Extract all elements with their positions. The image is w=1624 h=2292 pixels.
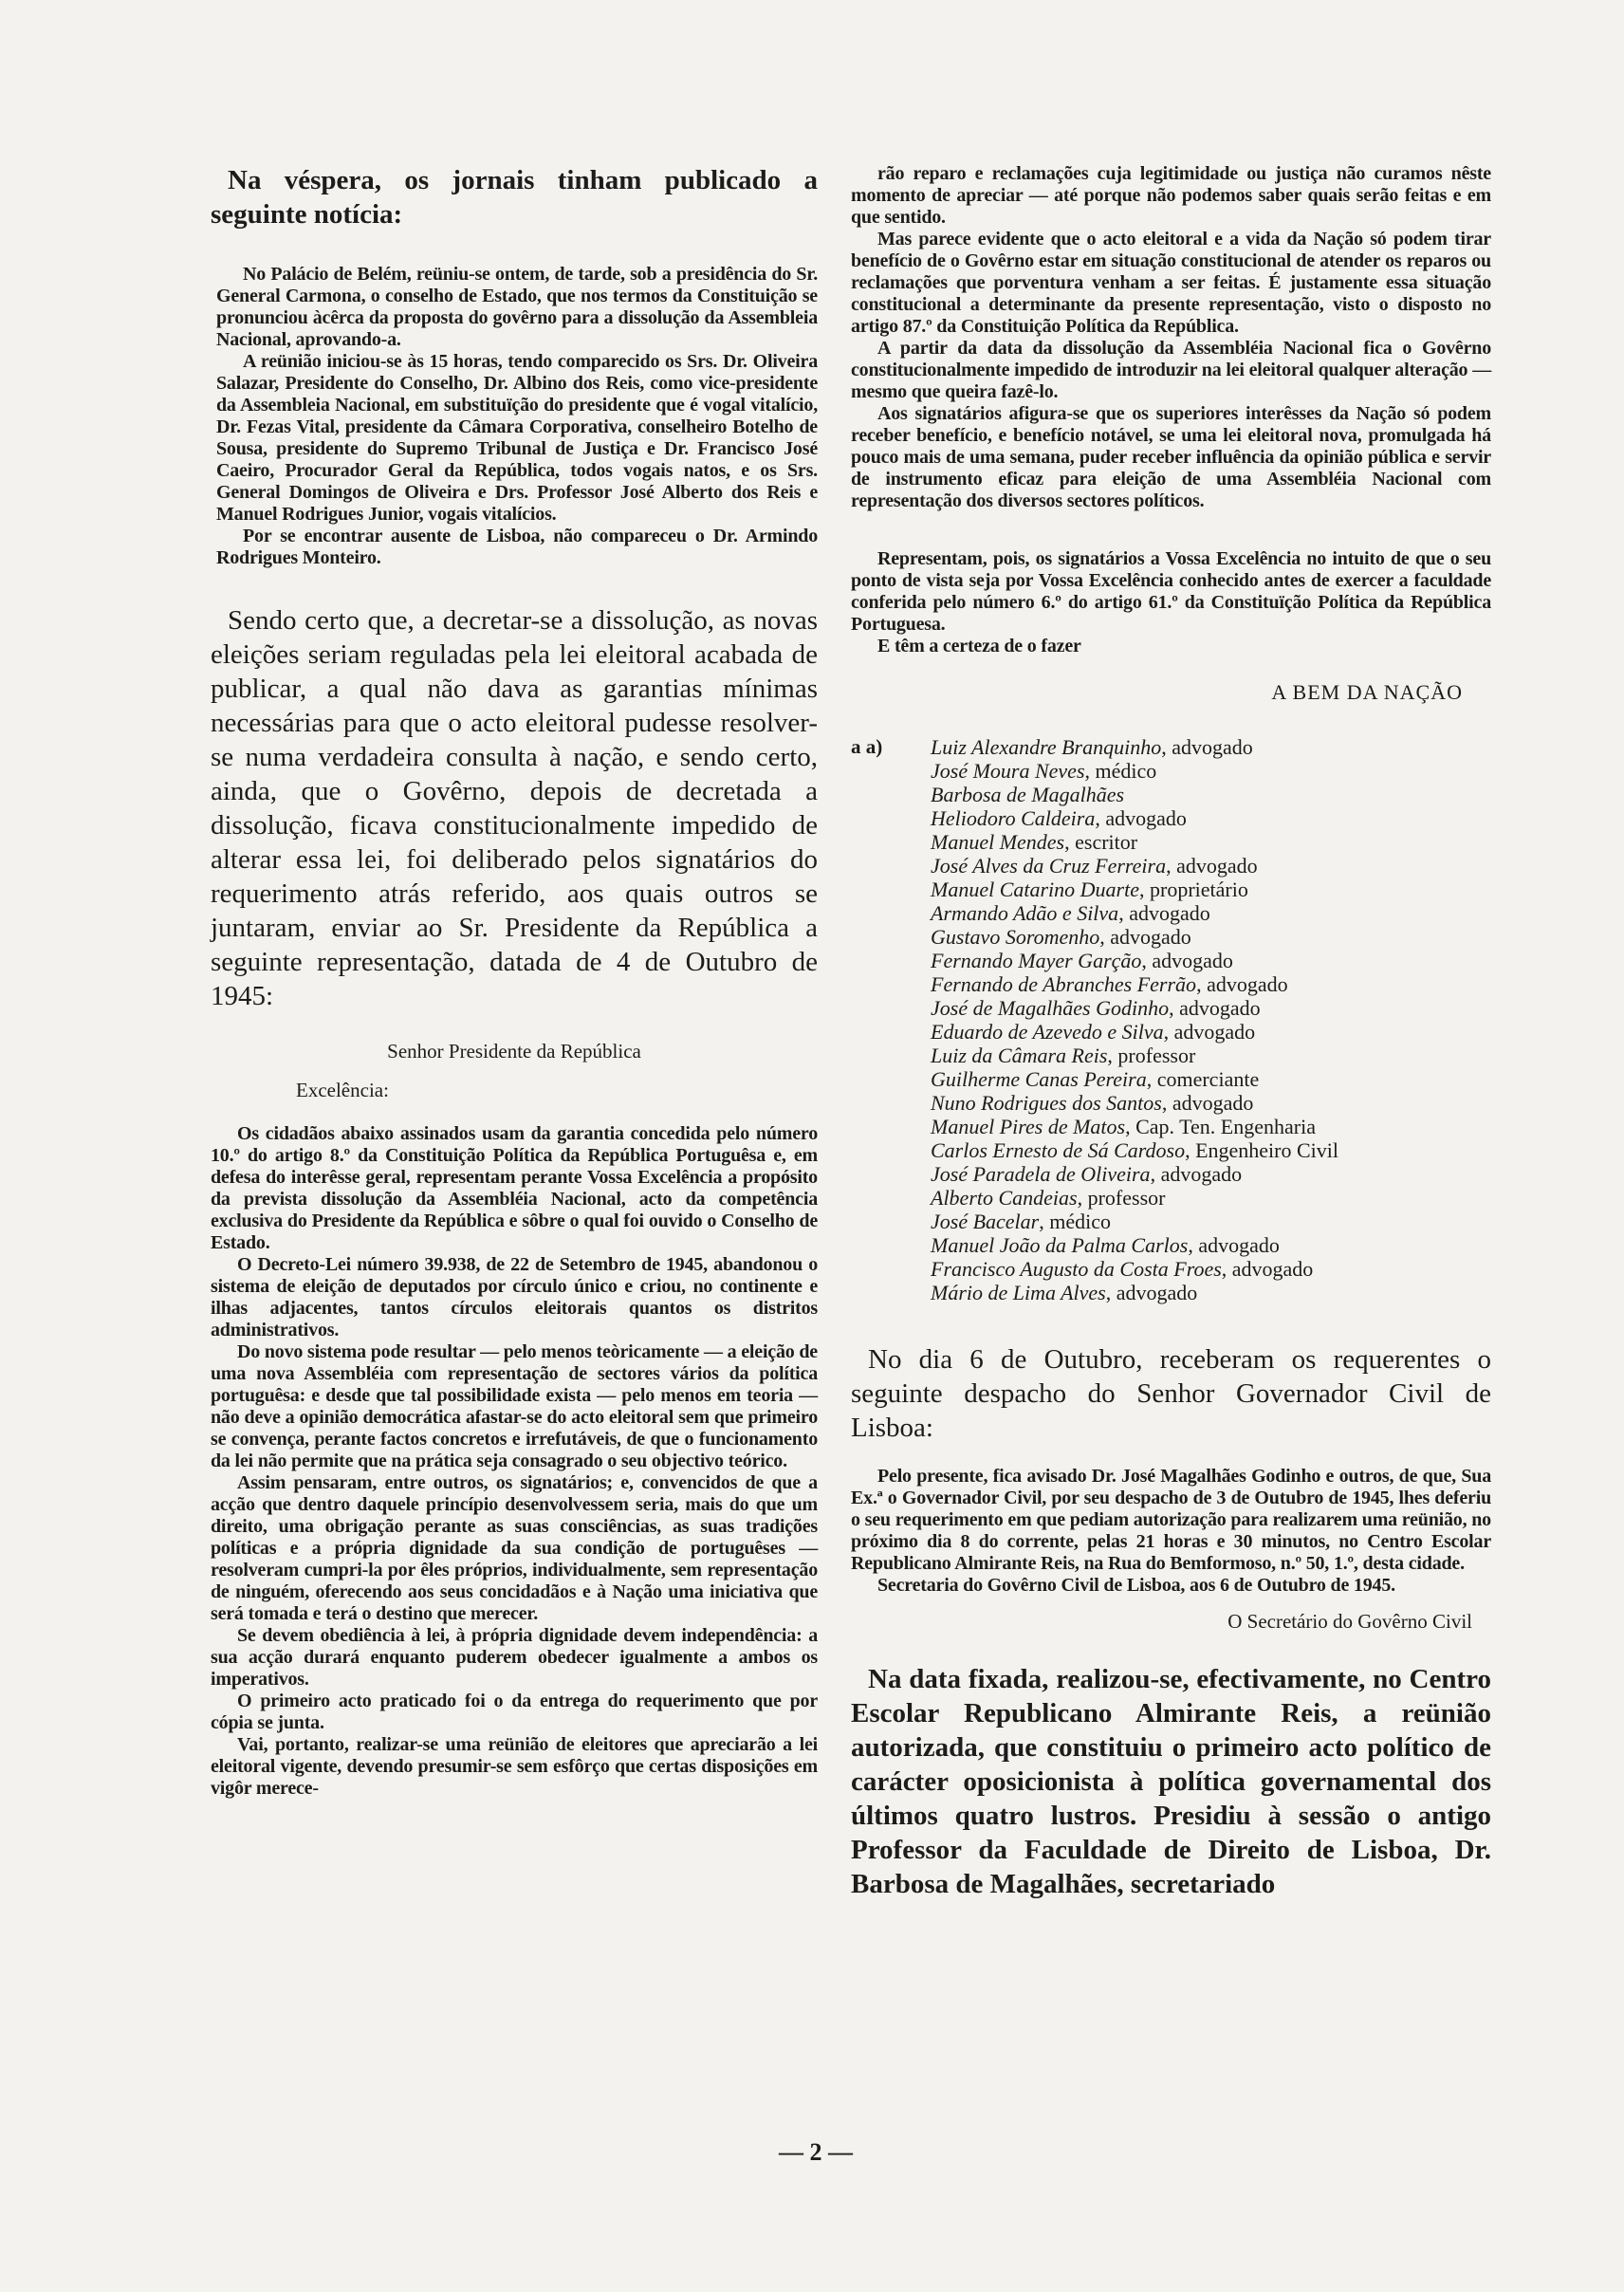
representation-closing [851, 548, 1491, 657]
representation-heading: Senhor Presidente da República [387, 1040, 641, 1063]
signatory-role: , advogado [1161, 735, 1253, 759]
signatory-name: Guilherme Canas Pereira [931, 1067, 1147, 1091]
signatory-row [931, 806, 1491, 830]
dispatch-paragraph: Pelo presente, fica avisado Dr. José Magalhães Godinho e outros, de que, Sua Ex.ª o Governador Civil, por seu despacho de 3 de Outubro de 1945, lhes deferiu o seu requerimento em que pediam autorização para realizarem uma reünião, no próximo dia 8 do corrente, pelas 21 horas e 30 minutos, no Centro Escolar Republicano Almirante Reis, na Rua do Bemformoso, n.º 50, 1.º, desta cidade. [851, 1466, 1491, 1574]
signatory-name: Luiz da Câmara Reis [931, 1044, 1108, 1067]
body-paragraph: Na data fixada, realizou-se, efectivamente, no Centro Escolar Republicano Almirante Reis, a reünião autorizada, que constituiu o primeiro acto político de carácter oposicionista à política governamental dos últimos quatro lustros. Presidiu à sessão o antigo Professor da Faculdade de Direito de Lisboa, Dr. Barbosa de Magalhães, secretariado [851, 1664, 1491, 1899]
signatory-name: Barbosa de Magalhães [931, 783, 1125, 806]
signatory-name: Alberto Candeias [931, 1186, 1078, 1210]
representation-text [211, 1123, 818, 1800]
secretary-signature-line: O Secretário do Govêrno Civil [1227, 1610, 1472, 1633]
signatory-row [931, 1281, 1491, 1304]
signatory-role: , advogado [1169, 996, 1261, 1020]
signatory-row [931, 1257, 1491, 1281]
signatory-row [931, 1115, 1491, 1138]
closing-line: E têm a certeza de o fazer [877, 636, 1081, 656]
signatory-role: , advogado [1188, 1233, 1280, 1257]
signatory-role: , advogado [1163, 1020, 1256, 1044]
signatory-name: Manuel Catarino Duarte [931, 878, 1139, 901]
signatory-row [931, 1186, 1491, 1210]
signatory-role: , advogado [1105, 1281, 1198, 1304]
signatory-row [931, 925, 1491, 949]
signatory-row [931, 759, 1491, 783]
representation-continued [851, 163, 1491, 512]
newspaper-notice [211, 264, 818, 569]
signatory-name: Fernando Mayer Garção [931, 949, 1142, 972]
signatory-name: Francisco Augusto da Costa Froes [931, 1257, 1222, 1281]
signatory-row [931, 878, 1491, 901]
signatory-row [931, 901, 1491, 925]
signatory-row [931, 1067, 1491, 1091]
signatory-row [931, 1162, 1491, 1186]
closing-motto: A BEM DA NAÇÃO [1271, 680, 1463, 704]
signatory-row [931, 972, 1491, 996]
signatory-name: Armando Adão e Silva [931, 901, 1119, 925]
signatory-name: José Paradela de Oliveira [931, 1162, 1151, 1186]
signatory-role: , advogado [1118, 901, 1210, 925]
signatory-role: , advogado [1166, 854, 1258, 878]
signatory-row [931, 1091, 1491, 1115]
representation-paragraph: Do novo sistema pode resultar — pelo menos teòricamente — a eleição de uma nova Assembléia com representação de sectores vários da política portuguêsa: e desde que tal possibilidade exista — pelo menos em teoria — não deve a opinião democrática afastar-se do acto eleitoral sem que primeiro se convença, perante factos concretos e irrefutáveis, de que o funcionamento da lei não permite que na prática seja consagrado o seu objectivo teórico. [211, 1341, 818, 1471]
signatory-name: Manuel João da Palma Carlos [931, 1233, 1189, 1257]
representation-paragraph: rão reparo e reclamações cuja legitimidade ou justiça não curamos nêste momento de apreciar — até porque não podemos saber quais serão feitas e em que sentido. [851, 163, 1491, 228]
signatory-row [931, 949, 1491, 972]
signatory-name: Mário de Lima Alves [931, 1281, 1106, 1304]
signatory-role: , advogado [1099, 925, 1191, 949]
representation-paragraph: Aos signatários afigura-se que os superiores interêsses da Nação só podem receber benefício, e benefício notável, se uma lei eleitoral nova, promulgada há pouco mais de uma semana, puder receber influência da opinião pública e servir de instrumento eficaz para eleição de uma Assembléia Nacional com representação dos diversos sectores políticos. [851, 403, 1491, 511]
signatory-name: Manuel Pires de Matos [931, 1115, 1126, 1138]
right-column [851, 163, 1491, 1911]
representation-paragraph: Assim pensaram, entre outros, os signatários; e, convencidos de que a acção que dentro daquele princípio desenvolvessem seria, mais do que um direito, uma obrigação perante as suas consciências, as suas tradições políticas e a própria dignidade da sua condição de portuguêses — resolveram cumpri-la por êles próprios, individualmente, sem representação de ninguém, oferecendo aos seus concidadãos e à Nação uma iniciativa que será tomada e terá o destino que merecer. [211, 1472, 818, 1624]
signatory-role: , médico [1084, 759, 1157, 783]
signatory-role: , advogado [1196, 972, 1288, 996]
signatory-row [931, 783, 1491, 806]
dispatch-paragraph: Secretaria do Govêrno Civil de Lisboa, aos 6 de Outubro de 1945. [877, 1575, 1395, 1596]
left-column [211, 163, 818, 1800]
representation-paragraph: O Decreto-Lei número 39.938, de 22 de Setembro de 1945, abandonou o sistema de eleição de deputados por círculo único e criou, no continente e ilhas adjacentes, tantos círculos eleitorais quantos os distritos administrativos. [211, 1254, 818, 1340]
representation-paragraph: Vai, portanto, realizar-se uma reünião de eleitores que apreciarão a lei eleitoral vigente, devendo presumir-se sem esfôrço que certas disposições em vigôr merece- [211, 1734, 818, 1799]
signatory-role: , advogado [1095, 806, 1187, 830]
signatory-role: , Cap. Ten. Engenharia [1125, 1115, 1316, 1138]
signatories-list [851, 735, 1491, 1304]
body-paragraph: Sendo certo que, a decretar-se a dissolução, as novas eleições seriam reguladas pela lei eleitoral acabada de publicar, a qual não dava as garantias mínimas necessárias para que o acto eleitoral pudesse resolver-se numa verdadeira consulta à nação, e sendo certo, ainda, que o Govêrno, depois de decretada a dissolução, ficava constitucionalmente impedido de alterar essa lei, foi deliberado pelos signatários do requerimento atrás referido, aos quais outros se juntaram, enviar ao Sr. Presidente da República a seguinte representação, datada de 4 de Outubro de 1945: [211, 605, 818, 1011]
signatory-row [931, 735, 1491, 759]
signatory-name: Luiz Alexandre Branquinho [931, 735, 1162, 759]
intro-paragraph: Na véspera, os jornais tinham publicado a seguinte notícia: [211, 165, 818, 230]
representation-salutation: Excelência: [296, 1079, 389, 1101]
signatory-role: , advogado [1150, 1162, 1243, 1186]
signatory-row [931, 1044, 1491, 1067]
signatory-role: , comerciante [1146, 1067, 1260, 1091]
signatory-role: , proprietário [1139, 878, 1248, 901]
signatory-row [931, 1138, 1491, 1162]
signatory-row [931, 1210, 1491, 1233]
signatory-row [931, 1020, 1491, 1044]
signatory-role: , advogado [1221, 1257, 1314, 1281]
representation-paragraph: Mas parece evidente que o acto eleitoral e a vida da Nação só podem tirar benefício de o Govêrno estar em situação constitucional de atender os reparos ou reclamações que porventura venham a ser feitas. É justamente essa situação constitucional a determinante da presente representação, visto o disposto no artigo 87.º da Constituição Política da República. [851, 229, 1491, 337]
signatory-name: Carlos Ernesto de Sá Cardoso [931, 1138, 1186, 1162]
signatory-name: Fernando de Abranches Ferrão [931, 972, 1197, 996]
signatory-name: José de Magalhães Godinho [931, 996, 1170, 1020]
representation-paragraph: O primeiro acto praticado foi o da entrega do requerimento que por cópia se junta. [211, 1691, 818, 1733]
signatory-role: , advogado [1141, 949, 1233, 972]
signatory-role: , professor [1107, 1044, 1196, 1067]
governor-dispatch [851, 1466, 1491, 1597]
signatory-name: José Moura Neves [931, 759, 1085, 783]
signatory-name: Eduardo de Azevedo e Silva [931, 1020, 1164, 1044]
signatory-role: , professor [1077, 1186, 1166, 1210]
signatory-row [931, 854, 1491, 878]
signatory-name: Gustavo Soromenho [931, 925, 1100, 949]
page-number: — 2 — [779, 2138, 853, 2166]
signatures-prefix: a a) [851, 735, 883, 758]
notice-paragraph: Por se encontrar ausente de Lisboa, não compareceu o Dr. Armindo Rodrigues Monteiro. [216, 526, 818, 568]
signatory-row [931, 1233, 1491, 1257]
representation-paragraph: Se devem obediência à lei, à própria dignidade devem independência: a sua acção durará enquanto puderem obedecer igualmente a ambos os imperativos. [211, 1625, 818, 1690]
signatory-name: Nuno Rodrigues dos Santos [931, 1091, 1162, 1115]
signatory-name: Manuel Mendes [931, 830, 1065, 854]
signatory-role: , Engenheiro Civil [1185, 1138, 1339, 1162]
notice-paragraph: A reünião iniciou-se às 15 horas, tendo comparecido os Srs. Dr. Oliveira Salazar, Presidente do Conselho, Dr. Albino dos Reis, como vice-presidente da Assembleia Nacional, em substituïção do presidente que é vogal vitalício, Dr. Fezas Vital, presidente da Câmara Corporativa, conselheiro Botelho de Sousa, presidente do Supremo Tribunal de Justiça e Dr. Francisco José Caeiro, Procurador Geral da República, todos vogais natos, e os Srs. General Domingos de Oliveira e Drs. Professor José Alberto dos Reis e Manuel Rodrigues Junior, vogais vitalícios. [216, 351, 818, 525]
signatory-role: , advogado [1161, 1091, 1254, 1115]
signatory-name: Heliodoro Caldeira [931, 806, 1096, 830]
representation-paragraph: Os cidadãos abaixo assinados usam da garantia concedida pelo número 10.º do artigo 8.º da Constituição Política da República Portuguêsa e, em defesa do interêsse geral, representam perante Vossa Excelência a propósito da prevista dissolução da Assembléia Nacional, acto da competência exclusiva do Presidente da República e sôbre o qual foi ouvido o Conselho de Estado. [211, 1123, 818, 1253]
signatory-row [931, 996, 1491, 1020]
signatory-role: , médico [1039, 1210, 1111, 1233]
notice-paragraph: No Palácio de Belém, reüniu-se ontem, de tarde, sob a presidência do Sr. General Carmona, o conselho de Estado, que nos termos da Constituição se pronunciou àcêrca da proposta do govêrno para a dissolução da Assembleia Nacional, aprovando-a. [216, 264, 818, 350]
signatory-role: , escritor [1064, 830, 1138, 854]
signatory-name: José Alves da Cruz Ferreira [931, 854, 1167, 878]
signatory-row [931, 830, 1491, 854]
body-paragraph: No dia 6 de Outubro, receberam os requerentes o seguinte despacho do Senhor Governador Civil de Lisboa: [851, 1344, 1491, 1443]
closing-paragraph: Representam, pois, os signatários a Vossa Excelência no intuito de que o seu ponto de vista seja por Vossa Excelência conhecido antes de exercer a faculdade conferida pelo número 6.º do artigo 61.º da Constituïção Política da República Portuguesa. [851, 548, 1491, 635]
representation-paragraph: A partir da data da dissolução da Assembléia Nacional fica o Govêrno constitucionalmente impedido de introduzir na lei eleitoral qualquer alteração — mesmo que queira fazê-lo. [851, 338, 1491, 402]
signatory-name: José Bacelar [931, 1210, 1040, 1233]
